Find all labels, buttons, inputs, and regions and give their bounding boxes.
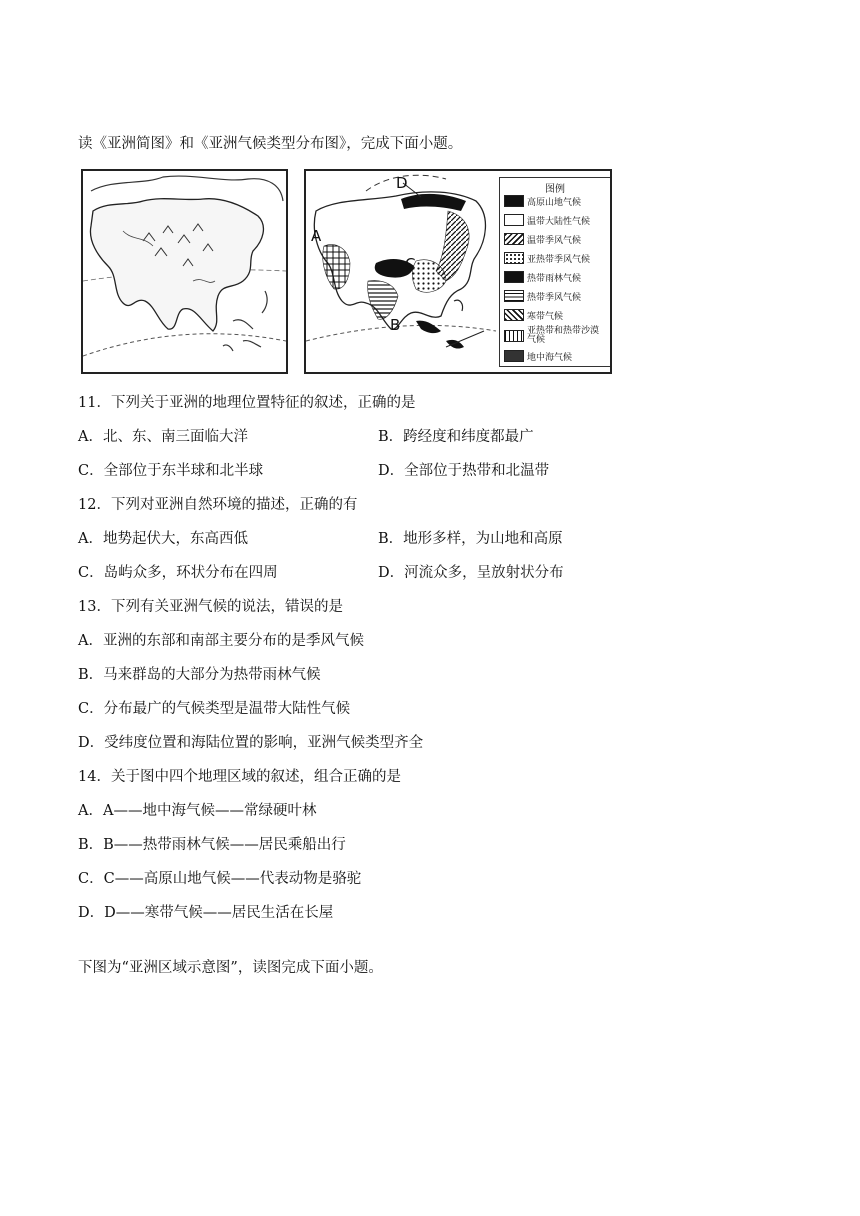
legend-item: 热带雨林气候 bbox=[504, 270, 581, 284]
legend-item: 亚热带季风气候 bbox=[504, 251, 590, 265]
question-13-option-d: D．受纬度位置和海陆位置的影响，亚洲气候类型齐全 bbox=[78, 735, 424, 751]
legend-title: 图例 bbox=[545, 184, 565, 195]
question-14-option-d: D．D——寒带气候——居民生活在长屋 bbox=[78, 905, 334, 921]
question-11-stem: 11．下列关于亚洲的地理位置特征的叙述，正确的是 bbox=[78, 395, 416, 411]
question-12-option-c: C．岛屿众多，环状分布在四周 bbox=[78, 565, 278, 581]
question-14-option-b: B．B——热带雨林气候——居民乘船出行 bbox=[78, 837, 346, 853]
question-12-option-a: A．地势起伏大，东高西低 bbox=[78, 531, 248, 547]
asia-sketch-map bbox=[81, 169, 288, 374]
question-11-option-d: D．全部位于热带和北温带 bbox=[378, 463, 550, 479]
question-13-option-c: C．分布最广的气候类型是温带大陆性气候 bbox=[78, 701, 351, 717]
map-label-d: D bbox=[396, 174, 408, 192]
legend-item: 高原山地气候 bbox=[504, 194, 581, 208]
question-13-option-b: B．马来群岛的大部分为热带雨林气候 bbox=[78, 667, 321, 683]
question-14-option-a: A．A——地中海气候——常绿硬叶林 bbox=[78, 803, 317, 819]
question-14-stem: 14．关于图中四个地理区域的叙述，组合正确的是 bbox=[78, 769, 401, 785]
question-13-option-a: A．亚洲的东部和南部主要分布的是季风气候 bbox=[78, 633, 364, 649]
legend-item: 温带大陆性气候 bbox=[504, 213, 590, 227]
legend-item: 热带季风气候 bbox=[504, 289, 581, 303]
outro-text: 下图为“亚洲区域示意图”，读图完成下面小题。 bbox=[78, 960, 383, 976]
map-label-c: C bbox=[405, 255, 416, 273]
climate-legend bbox=[499, 177, 611, 367]
legend-item: 亚热带和热带沙漠气候 bbox=[504, 327, 608, 345]
question-11-option-a: A．北、东、南三面临大洋 bbox=[78, 429, 248, 445]
question-13-stem: 13．下列有关亚洲气候的说法，错误的是 bbox=[78, 599, 343, 615]
question-11-option-c: C．全部位于东半球和北半球 bbox=[78, 463, 264, 479]
intro-text: 读《亚洲简图》和《亚洲气候类型分布图》，完成下面小题。 bbox=[78, 136, 463, 152]
legend-item: 地中海气候 bbox=[504, 349, 572, 363]
question-11-option-b: B．跨经度和纬度都最广 bbox=[378, 429, 534, 445]
question-12-option-d: D．河流众多，呈放射状分布 bbox=[378, 565, 564, 581]
question-12-stem: 12．下列对亚洲自然环境的描述，正确的有 bbox=[78, 497, 358, 513]
legend-item: 寒带气候 bbox=[504, 308, 563, 322]
asia-sketch-map-drawing bbox=[83, 171, 286, 372]
legend-item: 温带季风气候 bbox=[504, 232, 581, 246]
maps-figure bbox=[81, 169, 612, 374]
question-12-option-b: B．地形多样，为山地和高原 bbox=[378, 531, 563, 547]
asia-climate-map bbox=[304, 169, 612, 374]
question-14-option-c: C．C——高原山地气候——代表动物是骆驼 bbox=[78, 871, 362, 887]
map-label-a: A bbox=[311, 227, 322, 245]
map-label-b: B bbox=[390, 316, 401, 334]
